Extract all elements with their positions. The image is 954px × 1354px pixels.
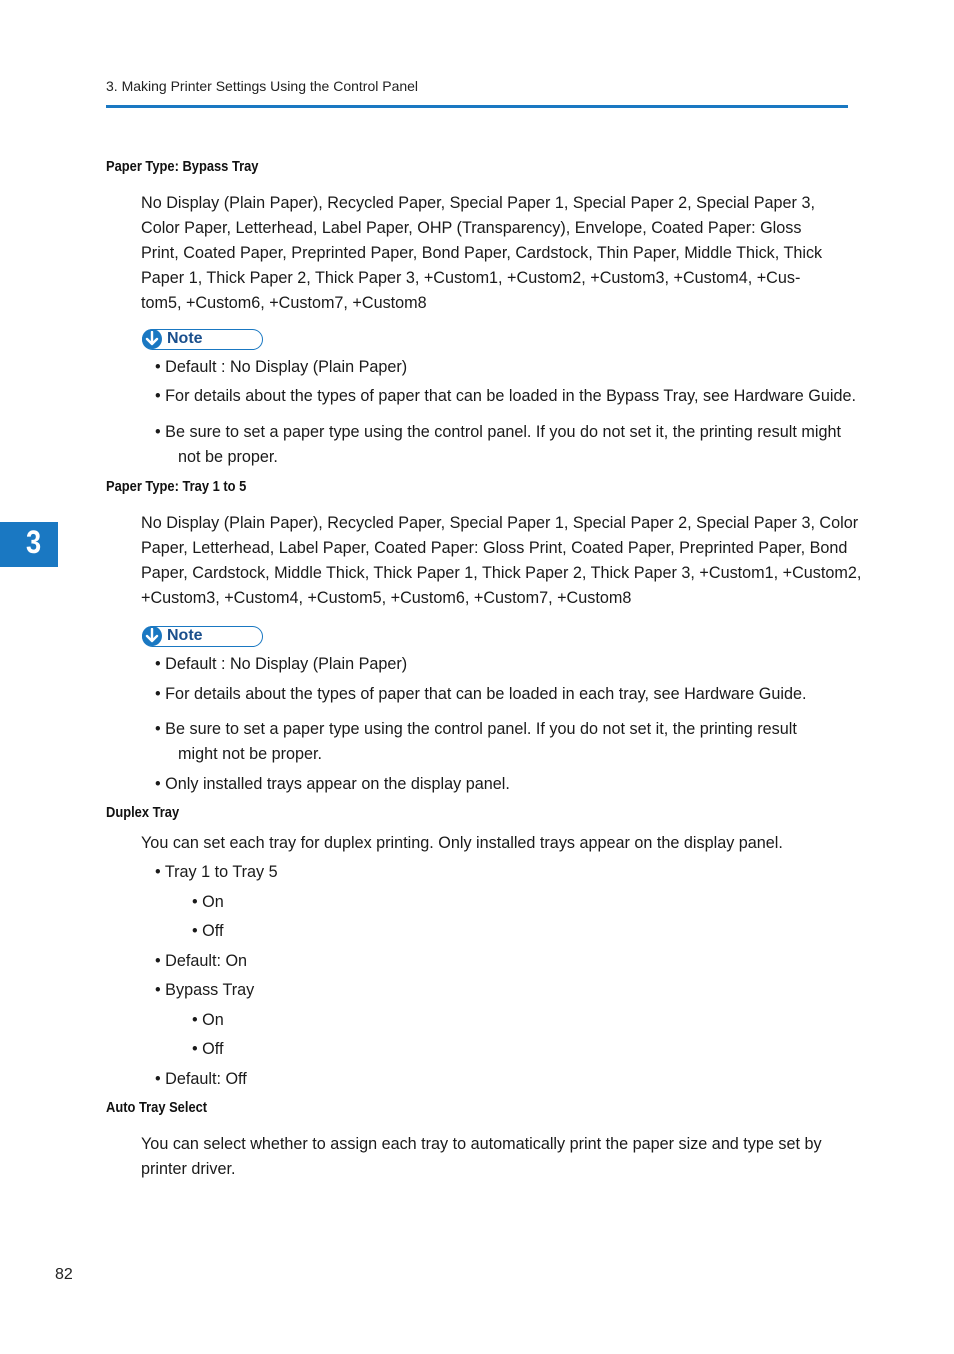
text-line: No Display (Plain Paper), Recycled Paper, Special Paper 1, Special Paper 2, Special Paper 3,	[141, 194, 815, 212]
list-item: • Be sure to set a paper type using the control panel. If you do not set it, the printing result	[155, 720, 797, 738]
list-item: • Default: On	[155, 952, 248, 970]
bypass-tray-paragraph	[141, 191, 876, 316]
section-title-tray-1-to-5: Paper Type: Tray 1 to 5	[106, 478, 247, 495]
text-line: No Display (Plain Paper), Recycled Paper, Special Paper 1, Special Paper 2, Special Paper 3, Color	[141, 514, 859, 532]
sub-list-item: • On	[192, 893, 224, 911]
page-number: 82	[55, 1266, 73, 1283]
note-label: Note	[167, 627, 203, 644]
sub-list-item: • Off	[192, 922, 224, 940]
sub-list-item: • On	[192, 1011, 224, 1029]
list-item: • Default: Off	[155, 1070, 247, 1088]
text-line: You can select whether to assign each tray to automatically print the paper size and type set by	[141, 1135, 822, 1153]
list-item: • Tray 1 to Tray 5	[155, 863, 278, 881]
section-title-bypass-tray: Paper Type: Bypass Tray	[106, 158, 259, 175]
tray-paragraph	[141, 511, 876, 611]
text-line: printer driver.	[141, 1160, 236, 1178]
sub-list-item: • Off	[192, 1040, 224, 1058]
text-line: Paper 1, Thick Paper 2, Thick Paper 3, +Custom1, +Custom2, +Custom3, +Custom4, +Cus-	[141, 269, 801, 287]
section-title-auto-tray-select: Auto Tray Select	[106, 1099, 208, 1116]
text-line: Print, Coated Paper, Preprinted Paper, Bond Paper, Cardstock, Thin Paper, Middle Thick, Thick	[141, 244, 823, 262]
note-label: Note	[167, 330, 203, 347]
auto-tray-paragraph	[141, 1132, 876, 1182]
list-item: • Only installed trays appear on the display panel.	[155, 775, 510, 793]
header-rule	[106, 105, 848, 108]
list-item: • Be sure to set a paper type using the control panel. If you do not set it, the printing result might	[155, 423, 841, 441]
running-header: 3. Making Printer Settings Using the Control Panel	[106, 78, 419, 94]
section-title-duplex-tray: Duplex Tray	[106, 804, 180, 821]
list-item-continuation: might not be proper.	[178, 745, 322, 763]
text-line: Color Paper, Letterhead, Label Paper, OHP (Transparency), Envelope, Coated Paper: Gloss	[141, 219, 802, 237]
list-item: • Default : No Display (Plain Paper)	[155, 358, 408, 376]
text-line: +Custom3, +Custom4, +Custom5, +Custom6, +Custom7, +Custom8	[141, 589, 632, 607]
list-item: • Default : No Display (Plain Paper)	[155, 655, 408, 673]
list-item: • For details about the types of paper that can be loaded in each tray, see Hardware Guide.	[155, 685, 807, 703]
text-line: Paper, Letterhead, Label Paper, Coated Paper: Gloss Print, Coated Paper, Preprinted Paper, Bond	[141, 539, 848, 557]
text-line: Paper, Cardstock, Middle Thick, Thick Paper 1, Thick Paper 2, Thick Paper 3, +Custom1, +Custom2,	[141, 564, 862, 582]
text-line: tom5, +Custom6, +Custom7, +Custom8	[141, 294, 427, 312]
chapter-number: 3	[26, 524, 42, 560]
list-item: • For details about the types of paper that can be loaded in the Bypass Tray, see Hardware Guide.	[155, 387, 856, 405]
list-item: • Bypass Tray	[155, 981, 255, 999]
note-badge	[142, 329, 263, 350]
list-item-continuation: not be proper.	[178, 448, 278, 466]
duplex-paragraph: You can set each tray for duplex printing. Only installed trays appear on the display panel.	[141, 834, 783, 852]
note-badge	[142, 626, 263, 647]
down-arrow-icon	[142, 626, 162, 646]
chapter-tab	[0, 522, 58, 567]
down-arrow-icon	[142, 329, 162, 349]
